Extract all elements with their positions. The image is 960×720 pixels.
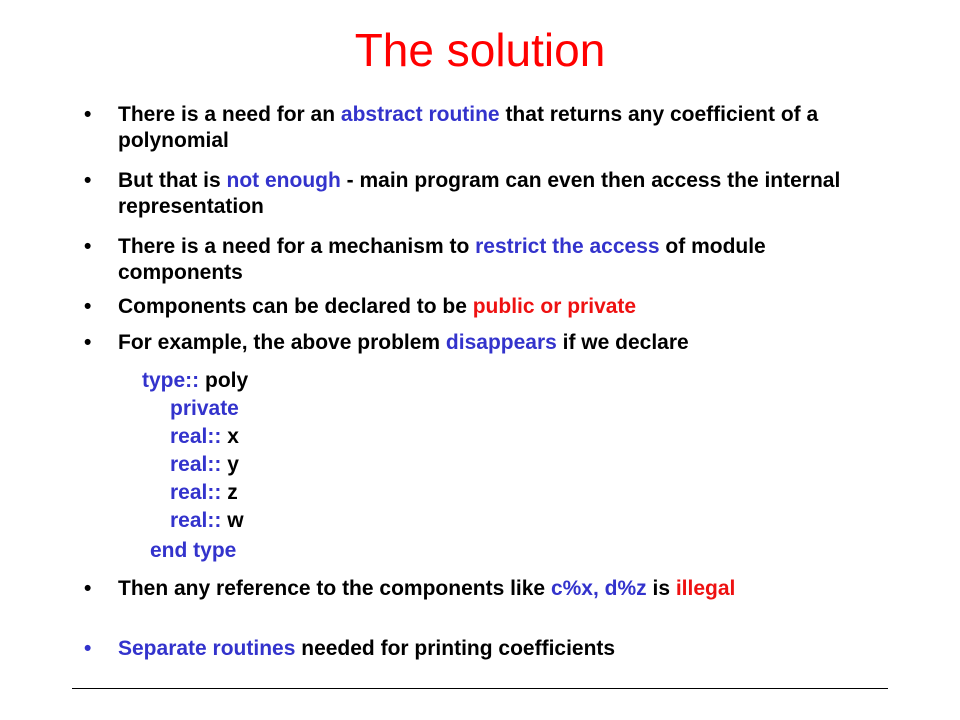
bullet-text-segment: not enough [226, 169, 341, 192]
slide-title: The solution [354, 24, 606, 76]
bullet-text-segment: There is a need for a mechanism to [118, 235, 476, 258]
code-line [170, 394, 239, 423]
bullet-text [118, 168, 864, 220]
bullet-marker: • [84, 577, 92, 600]
bullet-item [84, 102, 864, 154]
code-segment: type:: [142, 369, 200, 392]
bullet-text-segment: illegal [675, 577, 736, 600]
bullet-text-segment: if we declare [556, 331, 689, 354]
bullet-marker: • [84, 295, 92, 318]
bullet-marker: • [84, 331, 92, 354]
bullet-marker: • [84, 235, 92, 258]
bullet-item [84, 234, 864, 286]
bullet-text [118, 102, 864, 154]
bullet-text [118, 636, 864, 662]
code-line [170, 450, 239, 479]
code-segment: real:: [170, 481, 222, 504]
bullet-text-segment: that returns any coefficient of a polynomial [118, 103, 819, 152]
bullet-text [118, 234, 864, 286]
code-line [142, 366, 248, 395]
bullet-text-segment: is [646, 577, 676, 600]
code-segment: z [221, 481, 238, 504]
code-segment: end type [150, 539, 237, 562]
bullet-text-segment: Separate routines [118, 637, 296, 660]
bullet-text [118, 330, 864, 356]
bullet-item [84, 168, 864, 220]
code-segment: real:: [170, 425, 222, 448]
bullet-text-segment: disappears [445, 331, 557, 354]
code-segment: poly [199, 369, 249, 392]
bullet-text-segment: There is a need for an [118, 103, 341, 126]
code-segment: real:: [170, 453, 222, 476]
bullet-item [84, 636, 864, 662]
bullet-text-segment: needed for printing coefficients [295, 637, 616, 660]
bullet-text-segment: For example, the above problem [118, 331, 446, 354]
bullet-text-segment: Then any reference to the components like [118, 577, 551, 600]
bullet-text-segment: c%x, d%z [550, 577, 647, 600]
bullet-text-segment: - main program can even then access the internal representation [118, 169, 841, 218]
code-line [170, 478, 238, 507]
bullet-text-segment: But that is [118, 169, 227, 192]
code-line [170, 422, 239, 451]
code-segment: x [221, 425, 239, 448]
code-segment: y [221, 453, 239, 476]
bullet-text-segment: of module components [118, 235, 766, 284]
bullet-text-segment: public or private [472, 295, 637, 318]
bullet-item [84, 576, 864, 602]
bullet-marker: • [84, 103, 92, 126]
bullet-marker: • [84, 169, 92, 192]
bullet-text-segment: abstract routine [340, 103, 500, 126]
code-segment: private [170, 397, 239, 420]
code-segment: w [221, 509, 244, 532]
bullet-marker: • [84, 637, 92, 660]
code-segment: real:: [170, 509, 222, 532]
bullet-item [84, 294, 864, 320]
code-line [150, 536, 236, 565]
bullet-item [84, 330, 864, 356]
footer-divider [72, 688, 888, 689]
bullet-text-segment: Components can be declared to be [118, 295, 473, 318]
bullet-text [118, 576, 864, 602]
code-line [170, 506, 244, 535]
bullet-text-segment: restrict the access [475, 235, 660, 258]
bullet-text [118, 294, 864, 320]
